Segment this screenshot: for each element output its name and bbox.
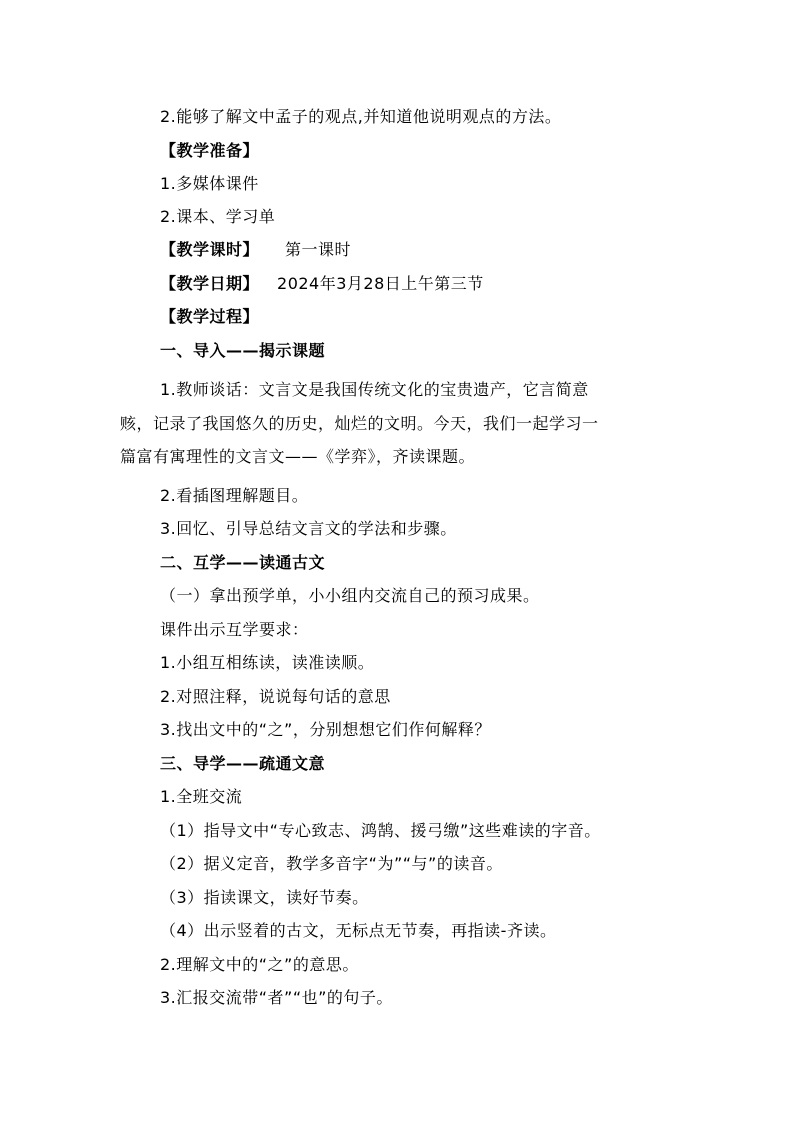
section-1-para-line-1: 1.教师谈话：文言文是我国传统文化的宝贵遗产，它言简意 [160,380,589,399]
section-3-subitem-2: （2）据义定音，教学多音字“为”“与”的读音。 [160,854,503,873]
section-2-requirement-3: 3.找出文中的“之”，分别想想它们作何解释？ [160,720,491,739]
teaching-date-value: 2024年3月28日上午第三节 [277,274,484,293]
section-1-para-line-2: 赅，记录了我国悠久的历史，灿烂的文明。今天，我们一起学习一 [120,414,599,433]
section-1-item-2: 2.看插图理解题目。 [160,486,309,505]
section-3-heading: 三、导学——疏通文意 [160,754,326,773]
teaching-date-row [160,274,484,294]
teaching-period-value: 第一课时 [285,240,352,259]
section-2-heading: 二、互学——读通古文 [160,553,326,572]
section-3-subitem-3: （3）指读课文，读好节奏。 [160,888,369,907]
preparation-item-1: 1.多媒体课件 [160,174,259,193]
section-1-item-3: 3.回忆、引导总结文言文的学法和步骤。 [160,519,457,538]
section-3-subitem-1: （1）指导文中“专心致志、鸿鹄、援弓缴”这些难读的字音。 [160,821,601,840]
heading-teaching-process: 【教学过程】 [160,307,260,326]
section-1-para-line-3: 篇富有寓理性的文言文——《学弈》，齐读课题。 [120,447,476,466]
section-2-requirement-1: 1.小组互相练读，读准读顺。 [160,653,375,672]
objective-2: 2.能够了解文中孟子的观点,并知道他说明观点的方法。 [160,107,562,126]
section-3-item-1: 1.全班交流 [160,787,243,806]
preparation-item-2: 2.课本、学习单 [160,207,276,226]
section-3-item-3: 3.汇报交流带“者”“也”的句子。 [160,988,393,1007]
heading-teaching-period: 【教学课时】 [160,240,260,259]
heading-teaching-date: 【教学日期】 [160,274,260,293]
section-3-subitem-4: （4）出示竖着的古文，无标点无节奏，再指读-齐读。 [160,921,557,940]
heading-teaching-preparation: 【教学准备】 [160,141,260,160]
section-3-item-2: 2.理解文中的“之”的意思。 [160,955,359,974]
teaching-period-row [160,240,351,260]
section-2-subitem-1: （一）拿出预学单，小小组内交流自己的预习成果。 [160,586,540,605]
section-2-requirements-label: 课件出示互学要求： [160,620,309,639]
section-2-requirement-2: 2.对照注释，说说每句话的意思 [160,687,391,706]
section-1-heading: 一、导入——揭示课题 [160,341,326,360]
